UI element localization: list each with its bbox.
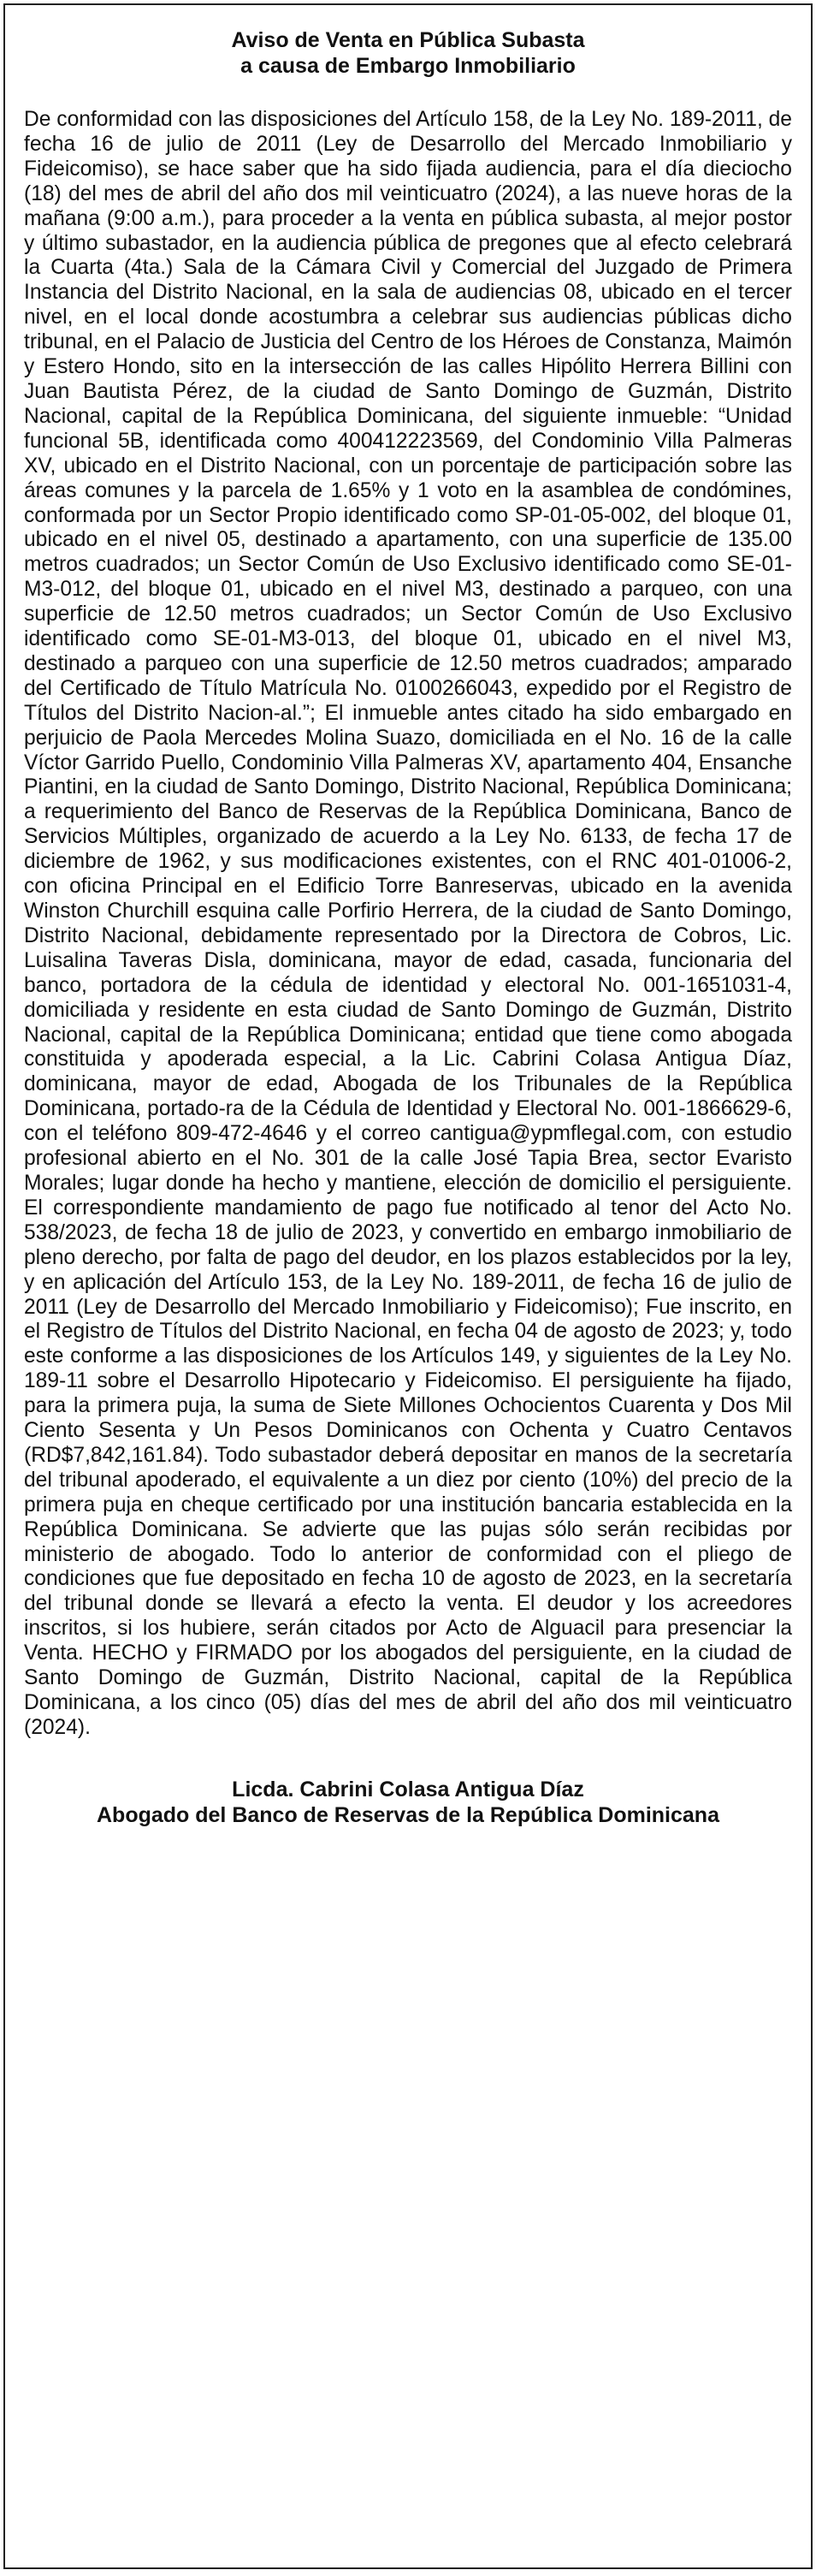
signature-role: Abogado del Banco de Reservas de la República Dominicana: [97, 1802, 719, 1827]
signature-name: Licda. Cabrini Colasa Antigua Díaz: [232, 1777, 584, 1801]
signature-block: [24, 1777, 792, 1828]
notice-body: De conformidad con las disposiciones del Artículo 158, de la Ley No. 189-2011, de fecha 16 de julio de 2011 (Ley de Desarrollo del Mercado Inmobiliario y Fideicomiso), se hace saber que ha sido fijada audiencia, para el día dieciocho (18) del mes de abril del año dos mil veinticuatro (2024), a las nueve horas de la mañana (9:00 a.m.), para proceder a la venta en pública subasta, al mejor postor y último subastador, en la audiencia pública de pregones que al efecto celebrará la Cuarta (4ta.) Sala de la Cámara Civil y Comercial del Juzgado de Primera Instancia del Distrito Nacional, en la sala de audiencias 08, ubicado en el tercer nivel, en el local donde acostumbra a celebrar sus audiencias públicas dicho tribunal, en el Palacio de Justicia del Centro de los Héroes de Constanza, Maimón y Estero Hondo, sito en la intersección de las calles Hipólito Herrera Billini con Juan Bautista Pérez, de la ciudad de Santo Domingo de Guzmán, Distrito Nacional, capital de la República Dominicana, del siguiente inmueble: “Unidad funcional 5B, identificada como 400412223569, del Condominio Villa Palmeras XV, ubicado en el Distrito Nacional, con un porcentaje de participación sobre las áreas comunes y la parcela de 1.65% y 1 voto en la asamblea de condómines, conformada por un Sector Propio identificado como SP-01-05-002, del bloque 01, ubicado en el nivel 05, destinado a apartamento, con una superficie de 135.00 metros cuadrados; un Sector Común de Uso Exclusivo identificado como SE-01-M3-012, del bloque 01, ubicado en el nivel M3, destinado a parqueo, con una superficie de 12.50 metros cuadrados; un Sector Común de Uso Exclusivo identificado como SE-01-M3-013, del bloque 01, ubicado en el nivel M3, destinado a parqueo con una superficie de 12.50 metros cuadrados; amparado del Certificado de Título Matrícula No. 0100266043, expedido por el Registro de Títulos del Distrito Nacion-al.”; El inmueble antes citado ha sido embargado en perjuicio de Paola Mercedes Molina Suazo, domiciliada en el No. 16 de la calle Víctor Garrido Puello, Condominio Villa Palmeras XV, apartamento 404, Ensanche Piantini, en la ciudad de Santo Domingo, Distrito Nacional, República Dominicana; a requerimiento del Banco de Reservas de la República Dominicana, Banco de Servicios Múltiples, organizado de acuerdo a la Ley No. 6133, de fecha 17 de diciembre de 1962, y sus modificaciones existentes, con el RNC 401-01006-2, con oficina Principal en el Edificio Torre Banreservas, ubicado en la avenida Winston Churchill esquina calle Porfirio Herrera, de la ciudad de Santo Domingo, Distrito Nacional, debidamente representado por la Directora de Cobros, Lic. Luisalina Taveras Disla, dominicana, mayor de edad, casada, funcionaria del banco, portadora de la cédula de identidad y electoral No. 001-1651031-4, domiciliada y residente en esta ciudad de Santo Domingo de Guzmán, Distrito Nacional, capital de la República Dominicana; entidad que tiene como abogada constituida y apoderada especial, a la Lic. Cabrini Colasa Antigua Díaz, dominicana, mayor de edad, Abogada de los Tribunales de la República Dominicana, portado-ra de la Cédula de Identidad y Electoral No. 001-1866629-6, con el teléfono 809-472-4646 y el correo cantigua@ypmflegal.com, con estudio profesional abierto en el No. 301 de la calle José Tapia Brea, sector Evaristo Morales; lugar donde ha hecho y mantiene, elección de domicilio el persiguiente. El correspondiente mandamiento de pago fue notificado al tenor del Acto No. 538/2023, de fecha 18 de julio de 2023, y convertido en embargo inmobiliario de pleno derecho, por falta de pago del deudor, en los plazos establecidos por la ley, y en aplicación del Artículo 153, de la Ley No. 189-2011, de fecha 16 de julio de 2011 (Ley de Desarrollo del Mercado Inmobiliario y Fideicomiso); Fue inscrito, en el Registro de Títulos del Distrito Nacional, en fecha 04 de agosto de 2023; y, todo este conforme a las disposiciones de los Artículos 149, y siguientes de la Ley No. 189-11 sobre el Desarrollo Hipotecario y Fideicomiso. El persiguiente ha fijado, para la primera puja, la suma de Siete Millones Ochocientos Cuarenta y Dos Mil Ciento Sesenta y Un Pesos Dominicanos con Ochenta y Cuatro Centavos (RD$7,842,161.84). Todo subastador deberá depositar en manos de la secretaría del tribunal apoderado, el equivalente a un diez por ciento (10%) del precio de la primera puja en cheque certificado por una institución bancaria establecida en la República Dominicana. Se advierte que las pujas sólo serán recibidas por ministerio de abogado. Todo lo anterior de conformidad con el pliego de condiciones que fue depositado en fecha 10 de agosto de 2023, en la secretaría del tribunal donde se llevará a efecto la venta. El deudor y los acreedores inscritos, si los hubiere, serán citados por Acto de Alguacil para presenciar la Venta. HECHO y FIRMADO por los abogados del persiguiente, en la ciudad de Santo Domingo de Guzmán, Distrito Nacional, capital de la República Dominicana, a los cinco (05) días del mes de abril del año dos mil veinticuatro (2024).: [24, 108, 792, 1739]
notice-title-line-2: a causa de Embargo Inmobiliario: [240, 54, 576, 78]
legal-notice: [3, 3, 813, 2569]
notice-title: [24, 27, 792, 79]
notice-title-line-1: Aviso de Venta en Pública Subasta: [231, 28, 585, 52]
